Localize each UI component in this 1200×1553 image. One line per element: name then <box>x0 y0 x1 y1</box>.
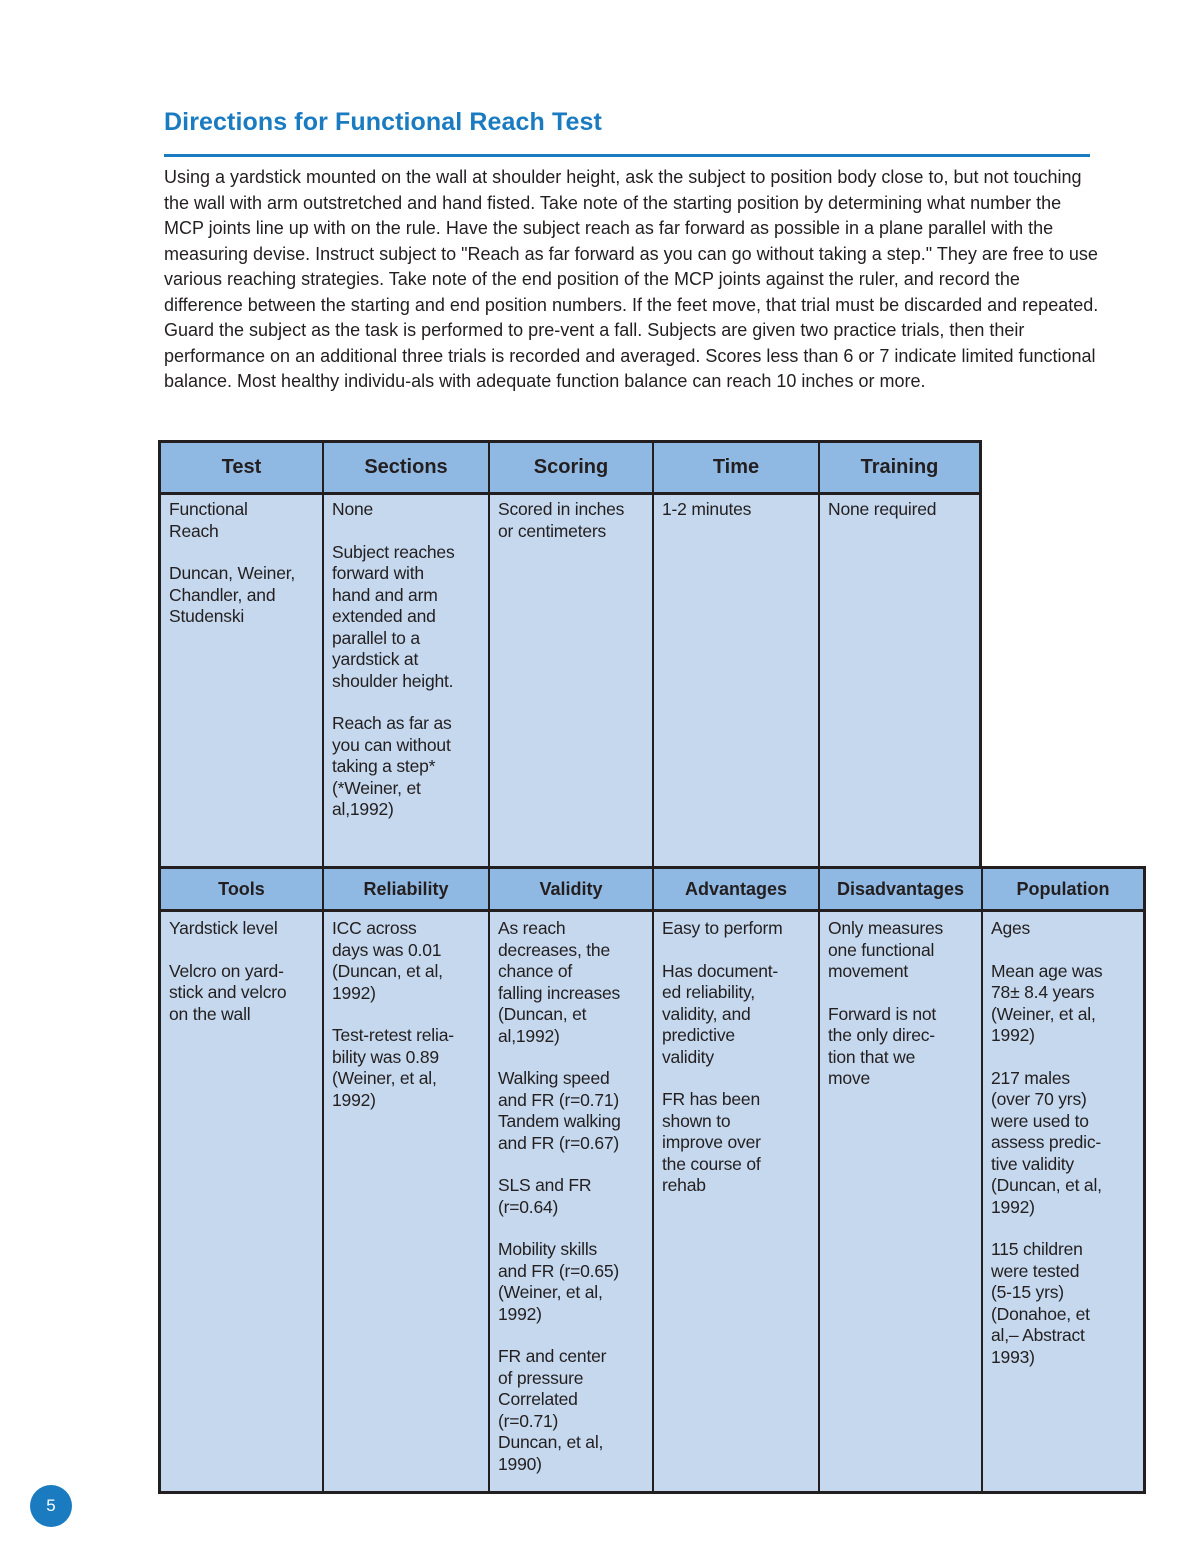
cell-paragraph: Functional Reach <box>169 499 248 541</box>
col-validity <box>490 869 654 1491</box>
col-population <box>983 869 1143 1491</box>
col-tools <box>161 869 324 1491</box>
page-number: 5 <box>46 1496 56 1515</box>
header-population: Population <box>983 869 1143 912</box>
cell-paragraph: FR and center of pressure Correlated (r=0.71) Duncan, et al, 1990) <box>498 1346 607 1474</box>
title-rule <box>164 154 1090 157</box>
cell-training <box>820 495 979 866</box>
header-advantages: Advantages <box>654 869 818 912</box>
header-sections: Sections <box>324 443 488 495</box>
cell-advantages <box>654 912 818 1491</box>
col-time <box>654 443 820 866</box>
cell-sections <box>324 495 488 866</box>
cell-paragraph: Reach as far as you can without taking a step* (*Weiner, et al,1992) <box>332 713 452 819</box>
cell-tools <box>161 912 322 1491</box>
cell-population <box>983 912 1143 1491</box>
cell-paragraph: Velcro on yard- stick and velcro on the wall <box>169 960 287 1024</box>
cell-validity <box>490 912 652 1491</box>
cell-paragraph: Ages <box>991 918 1031 938</box>
header-training: Training <box>820 443 979 495</box>
cell-paragraph: 1-2 minutes <box>662 499 752 519</box>
cell-paragraph: Mean age was 78± 8.4 years (Weiner, et al, 1992) <box>991 960 1103 1045</box>
header-tools: Tools <box>161 869 322 912</box>
cell-time <box>654 495 818 866</box>
col-scoring <box>490 443 654 866</box>
cell-paragraph: Easy to perform <box>662 918 783 938</box>
page-title: Directions for Functional Reach Test <box>164 108 602 136</box>
col-disadvantages <box>820 869 983 1491</box>
header-reliability: Reliability <box>324 869 488 912</box>
col-advantages <box>654 869 820 1491</box>
cell-scoring <box>490 495 652 866</box>
cell-paragraph: Forward is not the only direc- tion that we move <box>828 1003 937 1088</box>
page-number-badge <box>30 1485 72 1527</box>
cell-paragraph: 115 children were tested (5-15 yrs) (Donahoe, et al,– Abstract 1993) <box>991 1239 1090 1367</box>
intro-paragraph: Using a yardstick mounted on the wall at shoulder height, ask the subject to position body close to, but not touching the wall with arm outstretched and hand fisted. Take note of the starting position by determining what number the MCP joints line up with on the rule. Have the subject reach as far forward as possible in a plane parallel with the measuring devise. Instruct subject to "Reach as far forward as you can go without taking a step." They are free to use various reaching strategies. Take note of the end position of the MCP joints against the ruler, and record the difference between the starting and end position numbers. If the feet move, that trial must be discarded and repeated. Guard the subject as the task is performed to pre-vent a fall. Subjects are given two practice trials, then their performance on an additional three trials is recorded and averaged. Scores less than 6 or 7 indicate limited functional balance. Most healthy individu-als with adequate function balance can reach 10 inches or more. <box>164 167 1099 391</box>
cell-paragraph: Test-retest relia- bility was 0.89 (Weiner, et al, 1992) <box>332 1025 454 1110</box>
cell-paragraph: FR has been shown to improve over the course of rehab <box>662 1089 761 1195</box>
col-sections <box>324 443 490 866</box>
cell-paragraph: Walking speed and FR (r=0.71) Tandem walking and FR (r=0.67) <box>498 1068 621 1153</box>
col-reliability <box>324 869 490 1491</box>
cell-reliability <box>324 912 488 1491</box>
cell-paragraph: Scored in inches or centimeters <box>498 499 625 541</box>
header-validity: Validity <box>490 869 652 912</box>
cell-paragraph: Has document- ed reliability, validity, and predictive validity <box>662 960 779 1067</box>
summary-table-top <box>158 440 982 869</box>
header-test: Test <box>161 443 322 495</box>
cell-paragraph: None required <box>828 499 937 519</box>
cell-paragraph: Subject reaches forward with hand and arm extended and parallel to a yardstick at shoulder height. <box>332 541 455 691</box>
cell-paragraph: Mobility skills and FR (r=0.65) (Weiner, et al, 1992) <box>498 1239 620 1324</box>
cell-paragraph: As reach decreases, the chance of falling increases (Duncan, et al,1992) <box>498 918 621 1046</box>
header-disadvantages: Disadvantages <box>820 869 981 912</box>
cell-paragraph: None <box>332 499 374 519</box>
col-test <box>161 443 324 866</box>
cell-paragraph: Only measures one functional movement <box>828 918 944 981</box>
cell-paragraph: 217 males (over 70 yrs) were used to assess predic- tive validity (Duncan, et al, 1992) <box>991 1067 1102 1217</box>
header-scoring: Scoring <box>490 443 652 495</box>
col-training <box>820 443 979 866</box>
header-time: Time <box>654 443 818 495</box>
cell-paragraph: SLS and FR (r=0.64) <box>498 1175 592 1217</box>
cell-test <box>161 495 322 866</box>
cell-paragraph: Yardstick level <box>169 918 278 938</box>
cell-paragraph: ICC across days was 0.01 (Duncan, et al, 1992) <box>332 918 443 1003</box>
cell-disadvantages <box>820 912 981 1491</box>
summary-table-bottom <box>158 866 1146 1494</box>
cell-paragraph: Duncan, Weiner, Chandler, and Studenski <box>169 563 296 626</box>
